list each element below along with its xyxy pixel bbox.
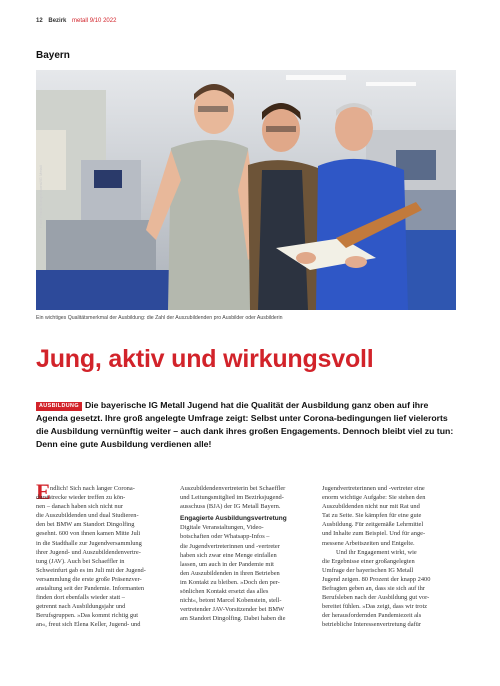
body-text-line: und Leitungsmitglied im Bezirksjugend-	[180, 494, 284, 502]
section-label: Bezirk	[48, 18, 67, 24]
magazine-issue: metall 9/10 2022	[72, 18, 117, 24]
body-text-line: versammlung die erste große Präsenzver-	[36, 575, 142, 583]
body-text-line: haben sich zwar eine Menge einfallen	[180, 551, 277, 559]
subheading-engagement: Engagierte Ausbildungsvertretung	[180, 515, 287, 523]
body-text-line: Schweinfurt gab es im Juli mit der Jugend-	[36, 566, 146, 574]
body-text-line: die Auszubildenden und dual Studieren-	[36, 512, 139, 520]
body-text-line: Auszubildenden nicht nur mit Rat und	[322, 503, 420, 511]
body-text-line: im Kontakt zu bleiben. »Doch den per-	[180, 578, 280, 586]
region-label: Bayern	[36, 50, 70, 61]
column-3-bottom	[322, 548, 456, 630]
body-text-line: und Inhalte zum Beispiel. Und für ange-	[322, 530, 426, 538]
body-text-line: lassen, um auch in der Pandemie mit	[180, 560, 274, 568]
body-text-line: an«, freut sich Elena Keller, Jugend- und	[36, 621, 141, 629]
running-header	[36, 18, 116, 24]
kicker-badge: AUSBILDUNG	[36, 402, 82, 411]
body-text-line: am Standort Dingolfing. Dabei haben die	[180, 615, 286, 623]
photo-credit: Foto: Frank Rumpenhorst/IG Metall	[38, 165, 43, 228]
body-text-line: den Auszubildenden in ihren Betrieben	[180, 569, 280, 577]
body-text-line: in die Stadthalle zur Jugendversammlung	[36, 539, 142, 547]
body-column-1	[36, 479, 170, 630]
body-text-line: Digitale Veranstaltungen, Video-	[180, 524, 264, 532]
photo-caption: Ein wichtiges Qualitätsmerkmal der Ausbildung: die Zahl der Auszubildenden pro Ausbilder oder Ausbilderin	[36, 315, 283, 321]
body-text-line: Jugend zeigen. 80 Prozent der knapp 2400	[322, 575, 431, 583]
body-text-line: finden dort ebenfalls wieder statt –	[36, 594, 125, 602]
body-text-line: Und ihr Engagement wirkt, wie	[336, 548, 417, 556]
body-text-line: enorm wichtige Aufgabe: Sie stehen den	[322, 494, 426, 502]
body-text-line: der herausfordernden Pandemiezeit als	[322, 612, 422, 620]
body-text-line: Auszubildendenvertreterin bei Schaeffler	[180, 485, 286, 492]
body-text-line: gesehnt. 600 von ihnen kamen Mitte Juli	[36, 530, 141, 538]
body-text-line: durststrecke wieder treffen zu kön-	[36, 494, 126, 502]
body-text-line: bereitet fühlen. »Das zeigt, dass wir trotz	[322, 603, 428, 611]
body-text-line: die Jugendvertreterinnen und -vertreter	[180, 542, 280, 550]
body-column-3	[322, 484, 456, 630]
article-photo	[36, 70, 456, 310]
body-text-line: sönlichen Kontakt ersetzt das alles	[180, 588, 269, 596]
article-intro	[36, 399, 462, 451]
body-text-line: Umfrage der bayerischen IG Metall	[322, 566, 414, 574]
body-text-line: tung (JAV). Auch bei Schaeffler in	[36, 557, 125, 565]
body-text-line: betriebliche Interessenvertretung dafür	[322, 621, 422, 629]
body-text-line: nen – danach haben sich nicht nur	[36, 503, 123, 511]
body-text-line: die Ergebnisse einer großangelegten	[322, 557, 415, 565]
intro-text: Die bayerische IG Metall Jugend hat die Qualität der Ausbildung ganz oben auf ihre Agenda gesetzt. Ihre groß angelegte Umfrage zeigt: Selbst unter Corona-bedingungen lief vielerorts die Ausbildung vernünftig weiter – auch dank ihres großen Engagements. Dennoch bleibt viel zu tun: Denn eine gute Ausbildung verdienen alle!	[36, 400, 454, 449]
page-number: 12	[36, 18, 43, 24]
body-column-2	[180, 484, 314, 623]
body-text-line: botschaften oder Whatsapp-Infos –	[180, 533, 270, 541]
body-text-line: ndlich! Sich nach langer Corona-	[50, 485, 135, 492]
body-text-line: nicht«, betont Marcel Kobenstein, stell-	[180, 597, 282, 605]
body-text-line: den bei BMW am Standort Dingolfing	[36, 521, 135, 529]
column-2-bottom	[180, 523, 314, 623]
drop-cap: E	[36, 479, 51, 504]
workshop-photo-illustration	[36, 70, 456, 310]
body-text-line: anstaltung seit der Pandemie. Informanten	[36, 585, 145, 593]
body-text-line: vertretender JAV-Vorsitzender bei BMW	[180, 606, 285, 614]
article-headline: Jung, aktiv und wirkungsvoll	[36, 345, 374, 373]
body-text-line: Befragten geben an, dass sie sich auf ihr	[322, 585, 425, 593]
body-text-line: ihrer Jugend- und Auszubildendenvertre-	[36, 548, 141, 556]
body-text-line: getrennt nach Ausbildungsjahr und	[36, 603, 126, 611]
body-text-line: messene Arbeitszeiten und Entgelte.	[322, 539, 415, 547]
column-3-top	[322, 484, 456, 548]
body-text-line: Ausbildung. Für zeitgemäße Lehrmittel	[322, 521, 424, 529]
body-text-line: Tat zu Seite. Sie kämpfen für eine gute	[322, 512, 422, 520]
column-2-top	[180, 484, 314, 511]
body-text-line: Jugendvertreterinnen und -vertreter eine	[322, 485, 425, 492]
body-text-line: ausschuss (BJA) der IG Metall Bayern.	[180, 503, 281, 511]
body-text-line: Berufsleben nach der Ausbildung gut vor-	[322, 594, 430, 602]
body-text-line: Berufsgruppen. »Das kommt richtig gut	[36, 612, 139, 620]
